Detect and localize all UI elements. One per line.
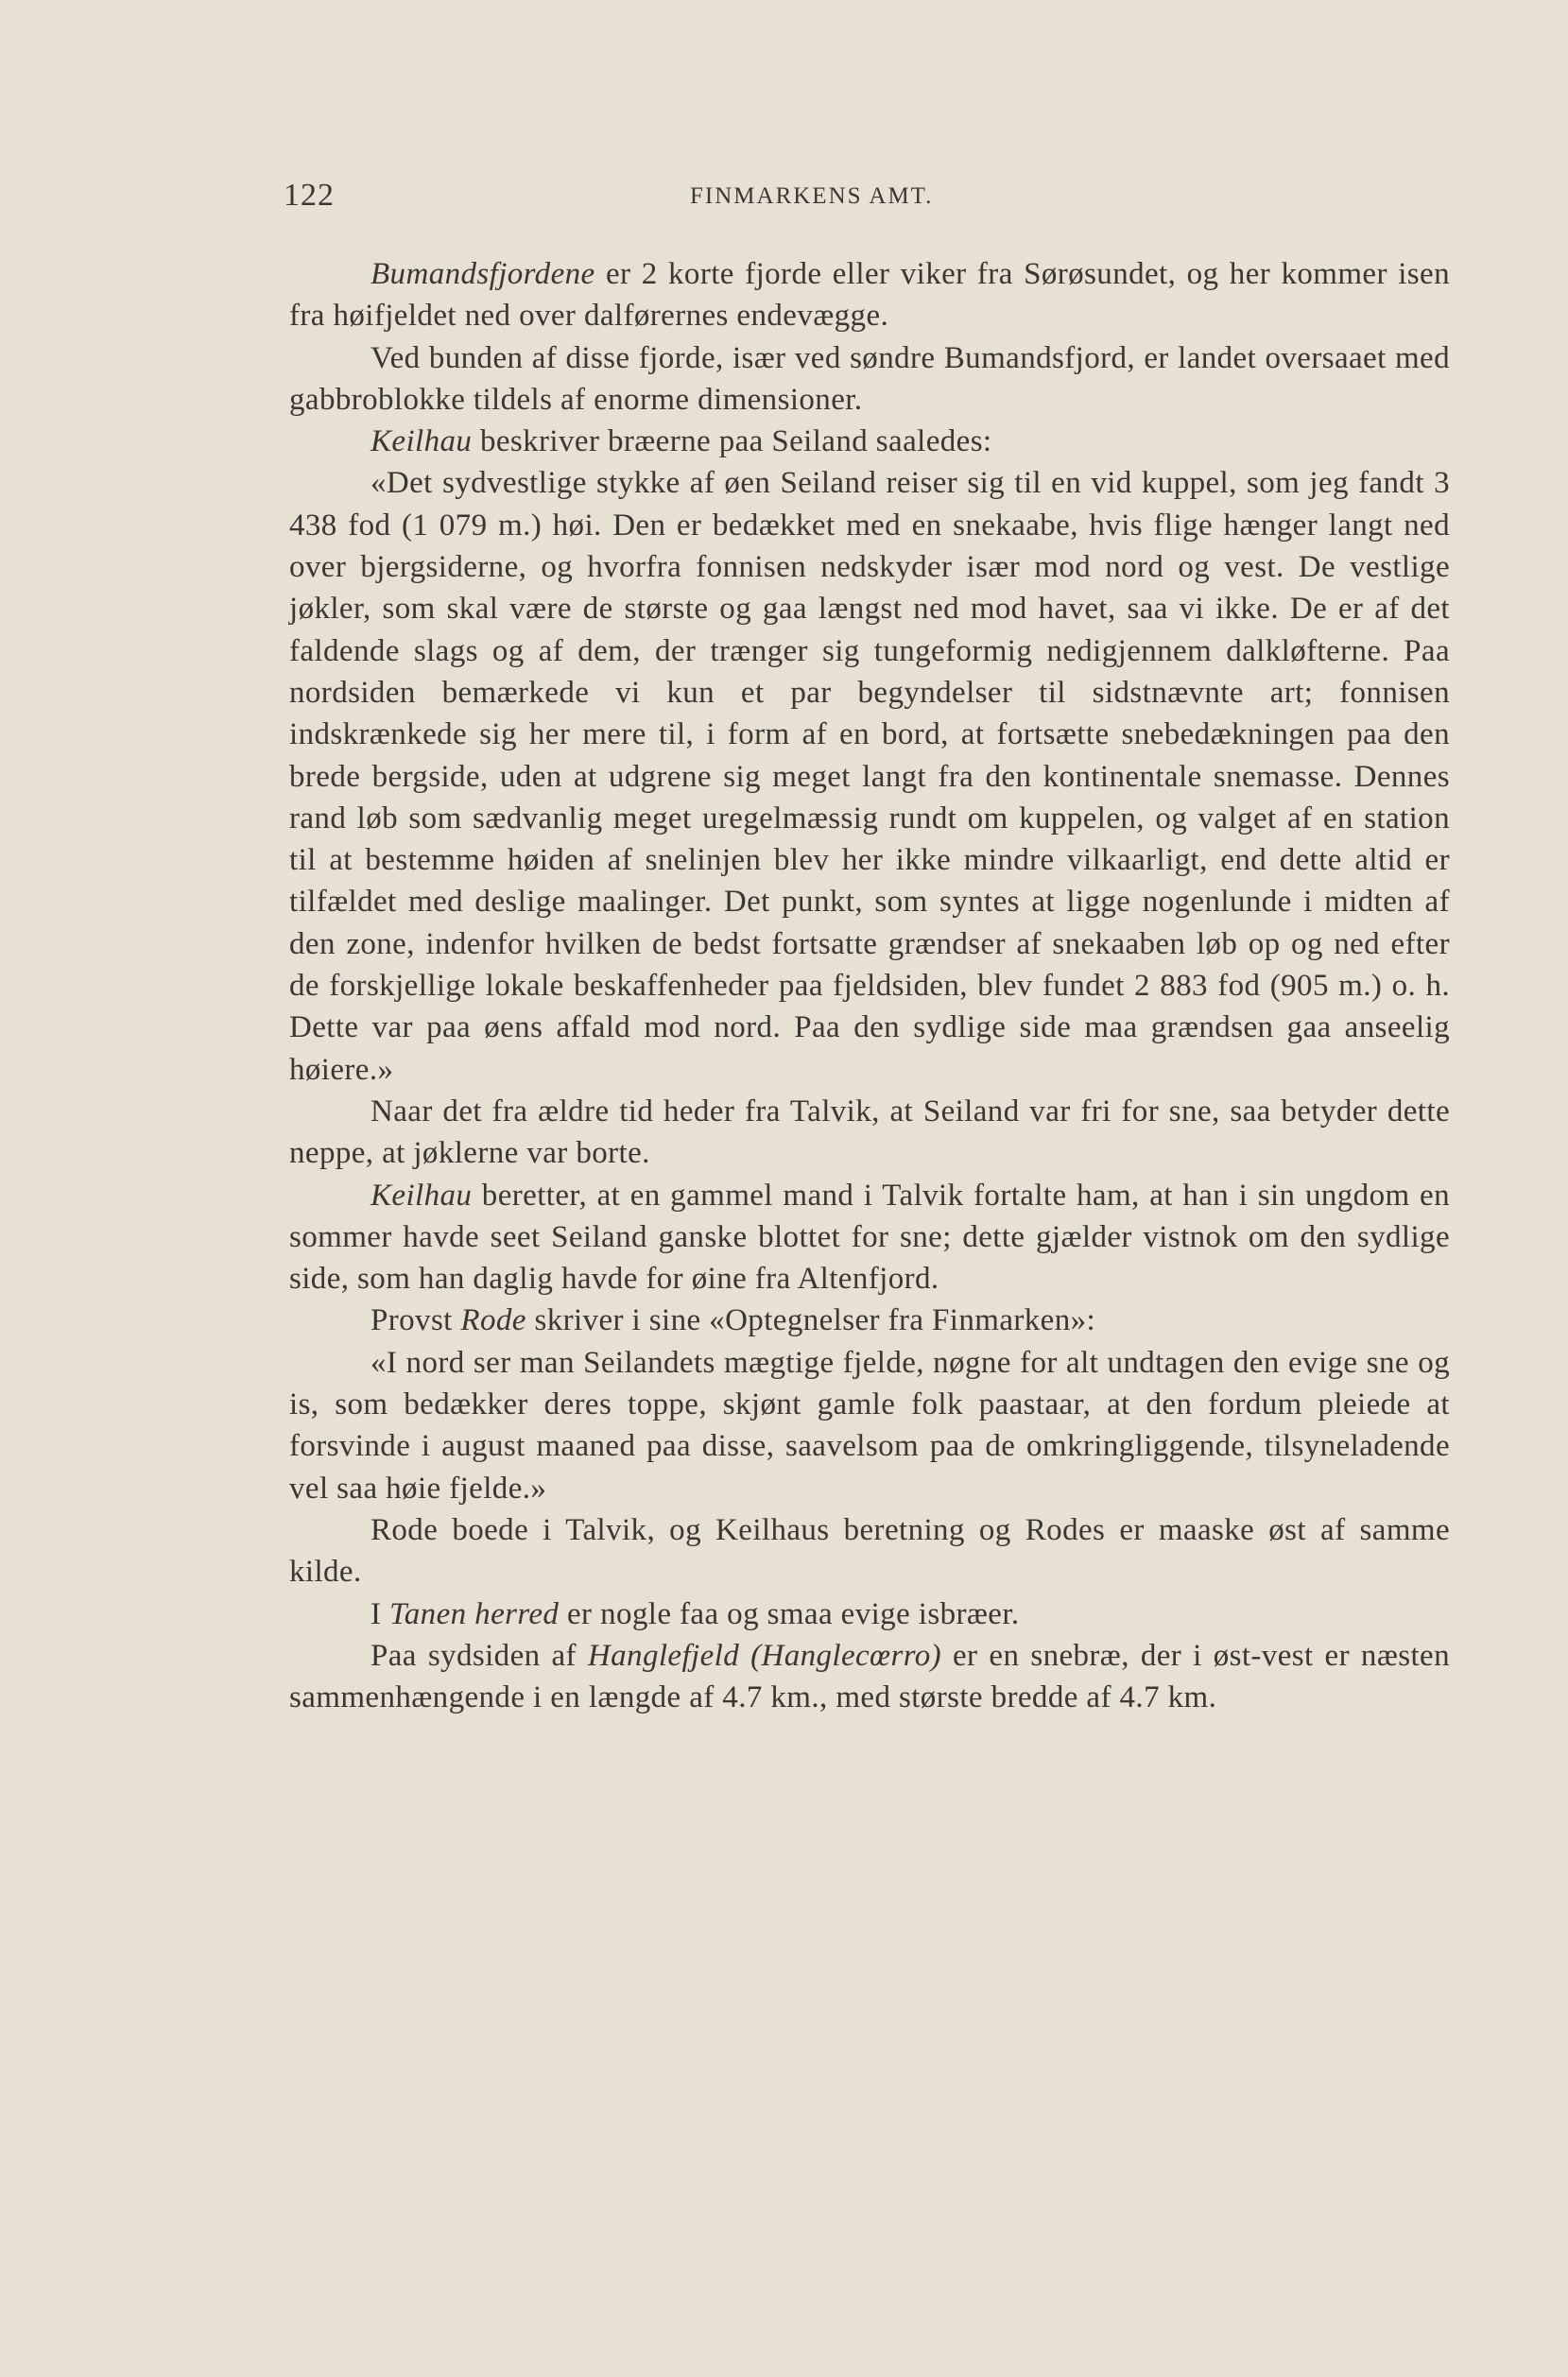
paragraph-talvik <box>289 1091 1450 1175</box>
paragraph-keilhau-quote <box>289 462 1450 1090</box>
page-header <box>284 178 1452 221</box>
paragraph-text: beretter, at en gammel mand i Talvik fortalte ham, at han i sin ungdom en sommer havde seet Seiland ganske blottet for sne; dette gjælder vistnok om den sydlige side, som han daglig havde for øine fra Altenfjord. <box>289 1178 1450 1297</box>
italic-author-name: Keilhau <box>370 1178 473 1213</box>
paragraph-hanglefjeld <box>289 1635 1450 1719</box>
paragraph-gabbroblokke <box>289 337 1450 422</box>
paragraph-tanen-herred <box>289 1593 1450 1635</box>
paragraph-text-pre: Paa sydsiden af <box>370 1638 588 1673</box>
paragraph-text: «I nord ser man Seilandets mægtige fjelde, nøgne for alt undtagen den evige sne og is, som bedækker deres toppe, skjønt gamle folk paastaar, at den fordum pleiede at forsvinde i august maaned paa disse, saavelsom paa de omkringliggende, tilsyneladende vel saa høie fjelde.» <box>289 1345 1450 1506</box>
paragraph-text-pre: I <box>370 1596 390 1631</box>
paragraph-text: «Det sydvestlige stykke af øen Seiland reiser sig til en vid kuppel, som jeg fandt 3 438 fod (1 079 m.) høi. Den er bedækket med en snekaabe, hvis flige hænger langt ned over bjergsiderne, og hvorfra fonnisen nedskyder især mod nord og vest. De vestlige jøkler, som skal være de største og gaa længst ned mod havet, saa vi ikke. De er af det faldende slags og af dem, der trænger sig tungeformig nedigjennem dalkløfterne. Paa nordsiden bemærkede vi kun et par begyndelser til sidstnævnte art; fonnisen indskrænkede sig her mere til, i form af en bord, at fortsætte snebedækningen paa den brede bergside, uden at udgrene sig meget langt fra den kontinentale snemasse. Dennes rand løb som sædvanlig meget uregelmæssig rundt om kuppelen, og valget af en station til at bestemme høiden af snelinjen blev her ikke mindre vilkaarligt, end dette altid er tilfældet med deslige maalinger. Det punkt, som syntes at ligge nogenlunde i midten af den zone, indenfor hvilken de bedst fortsatte grændser af snekaaben løb op og ned efter de forskjellige lokale beskaffenheder paa fjeldsiden, blev fundet 2 883 fod (905 m.) o. h. Dette var paa øens affald mod nord. Paa den sydlige side maa grændsen gaa anseelig høiere.» <box>289 466 1450 1087</box>
paragraph-rode-boede <box>289 1509 1450 1593</box>
paragraph-text: Naar det fra ældre tid heder fra Talvik, at Seiland var fri for sne, saa betyder dette neppe, at jøklerne var borte. <box>289 1094 1450 1171</box>
paragraph-text: er 2 korte fjorde eller viker fra Sørøsundet, og her kommer isen fra høifjeldet ned over dalførernes endevægge. <box>289 257 1450 334</box>
body-text <box>289 253 1450 1718</box>
italic-author-name: Rode <box>460 1303 526 1338</box>
paragraph-keilhau-beretter <box>289 1175 1450 1300</box>
paragraph-rode-quote <box>289 1342 1450 1509</box>
page-number: 122 <box>284 178 335 213</box>
italic-place-name: Hanglefjeld (Hanglecœrro) <box>587 1638 942 1673</box>
paragraph-bumandsfjordene <box>289 253 1450 337</box>
paragraph-provst-rode <box>289 1300 1450 1341</box>
italic-place-name: Bumandsfjordene <box>370 257 595 291</box>
running-head: FINMARKENS AMT. <box>690 183 934 209</box>
italic-author-name: Keilhau <box>370 424 473 459</box>
paragraph-text: skriver i sine «Optegnelser fra Finmarken»: <box>526 1303 1096 1338</box>
paragraph-text: beskriver bræerne paa Seiland saaledes: <box>472 424 992 459</box>
paragraph-text: er en snebræ, der i øst-vest er næsten sammenhængende i en længde af 4.7 km., med største bredde af 4.7 km. <box>289 1638 1451 1715</box>
italic-place-name: Tanen herred <box>389 1596 560 1631</box>
paragraph-text: Rode boede i Talvik, og Keilhaus beretning og Rodes er maaske øst af samme kilde. <box>289 1512 1450 1590</box>
paragraph-text-pre: Provst <box>370 1303 461 1338</box>
paragraph-text: Ved bunden af disse fjorde, især ved søndre Bumandsfjord, er landet oversaaet med gabbroblokke tildels af enorme dimensioner. <box>289 340 1450 417</box>
paragraph-keilhau-intro <box>289 421 1450 462</box>
paragraph-text: er nogle faa og smaa evige isbræer. <box>559 1596 1020 1631</box>
